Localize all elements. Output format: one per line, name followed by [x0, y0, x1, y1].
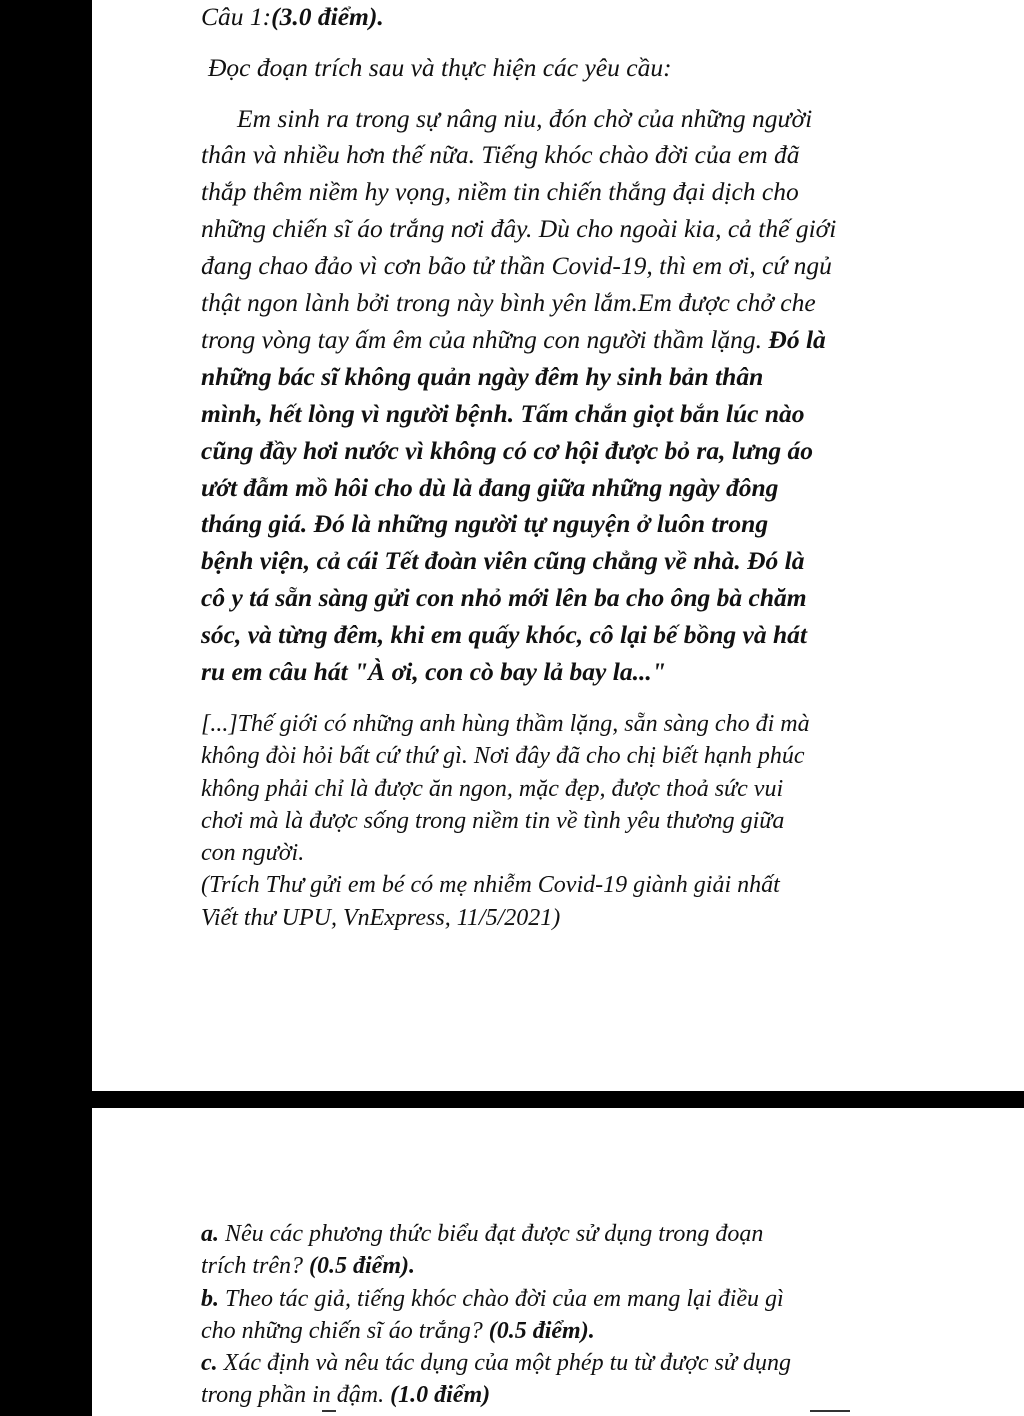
- passage-line: đang chao đảo vì cơn bão tử thần Covid-19, thì em ơi, cứ ngủ: [201, 251, 832, 280]
- task-text: Nêu các phương thức biểu đạt được sử dụng trong đoạn: [225, 1221, 764, 1247]
- bold-passage-line: tháng giá. Đó là những người tự nguyện ở luôn trong: [201, 509, 769, 538]
- task-item: [201, 1222, 763, 1246]
- task-marker: c.: [201, 1350, 218, 1376]
- passage-line-plain: trong vòng tay ấm êm của những con người thầm lặng.: [201, 325, 763, 354]
- question-points: (3.0 điểm).: [271, 2, 384, 31]
- task-points: (0.5 điểm).: [309, 1253, 415, 1279]
- bold-passage-line: cũng đầy hơi nước vì không có cơ hội được bỏ ra, lưng áo: [201, 436, 814, 465]
- question-heading: [201, 4, 384, 30]
- passage-line-bold: Đó là: [768, 325, 826, 354]
- passage-line: thân và nhiều hơn thế nữa. Tiếng khóc chào đời của em đã: [201, 140, 800, 169]
- source-line: (Trích Thư gửi em bé có mẹ nhiễm Covid-19 giành giải nhất: [201, 872, 780, 898]
- cut-off-text-fragment: [322, 1410, 336, 1412]
- source-line: Viết thư UPU, VnExpress, 11/5/2021): [201, 905, 561, 931]
- continuation-line: không đòi hỏi bất cứ thứ gì. Nơi đây đã cho chị biết hạnh phúc: [201, 743, 805, 769]
- question-label: Câu 1:: [201, 2, 272, 31]
- task-item-continued: [201, 1254, 415, 1278]
- passage-line: [201, 327, 826, 353]
- document-page-1: [92, 0, 1024, 1091]
- bold-passage-line: ru em câu hát "À ơi, con cò bay lả bay la...": [201, 657, 666, 686]
- passage-line: Em sinh ra trong sự nâng niu, đón chờ của những người: [237, 104, 813, 133]
- passage-line: thật ngon lành bởi trong này bình yên lắm.Em được chở che: [201, 288, 816, 317]
- continuation-line: không phải chỉ là được ăn ngon, mặc đẹp, được thoả sức vui: [201, 776, 784, 802]
- task-text: Xác định và nêu tác dụng của một phép tu từ được sử dụng: [223, 1350, 791, 1376]
- bold-passage-line: những bác sĩ không quản ngày đêm hy sinh bản thân: [201, 362, 764, 391]
- task-item: [201, 1287, 784, 1311]
- continuation-line: [...]Thế giới có những anh hùng thầm lặng, sẵn sàng cho đi mà: [201, 711, 810, 737]
- task-points: (0.5 điểm).: [488, 1318, 595, 1344]
- task-text: cho những chiến sĩ áo trắng?: [201, 1318, 483, 1344]
- bold-passage-line: ướt đẫm mồ hôi cho dù là đang giữa những ngày đông: [201, 473, 779, 502]
- bold-passage-line: mình, hết lòng vì người bệnh. Tấm chắn giọt bắn lúc nào: [201, 399, 805, 428]
- instruction-text: Đọc đoạn trích sau và thực hiện các yêu cầu:: [208, 53, 672, 82]
- document-page-2: [92, 1108, 1024, 1416]
- task-text: Theo tác giả, tiếng khóc chào đời của em mang lại điều gì: [225, 1286, 784, 1312]
- task-marker: b.: [201, 1286, 219, 1312]
- task-item-continued: [201, 1383, 490, 1407]
- task-points: (1.0 điểm): [390, 1382, 491, 1408]
- task-item: [201, 1351, 791, 1375]
- bold-passage-line: cô y tá sẵn sàng gửi con nhỏ mới lên ba cho ông bà chăm: [201, 583, 807, 612]
- passage-line: thắp thêm niềm hy vọng, niềm tin chiến thắng đại dịch cho: [201, 177, 799, 206]
- task-text: trích trên?: [201, 1253, 303, 1279]
- bold-passage-line: bệnh viện, cả cái Tết đoàn viên cũng chẳng về nhà. Đó là: [201, 546, 805, 575]
- continuation-line: chơi mà là được sống trong niềm tin về tình yêu thương giữa: [201, 808, 785, 834]
- bold-passage-line: sóc, và từng đêm, khi em quấy khóc, cô lại bế bồng và hát: [201, 620, 807, 649]
- task-text: trong phần in đậm.: [201, 1382, 385, 1408]
- passage-line: những chiến sĩ áo trắng nơi đây. Dù cho ngoài kia, cả thế giới: [201, 214, 837, 243]
- cut-off-text-fragment: [810, 1410, 850, 1412]
- task-item-continued: [201, 1319, 595, 1343]
- task-marker: a.: [201, 1221, 219, 1247]
- continuation-line: con người.: [201, 840, 305, 866]
